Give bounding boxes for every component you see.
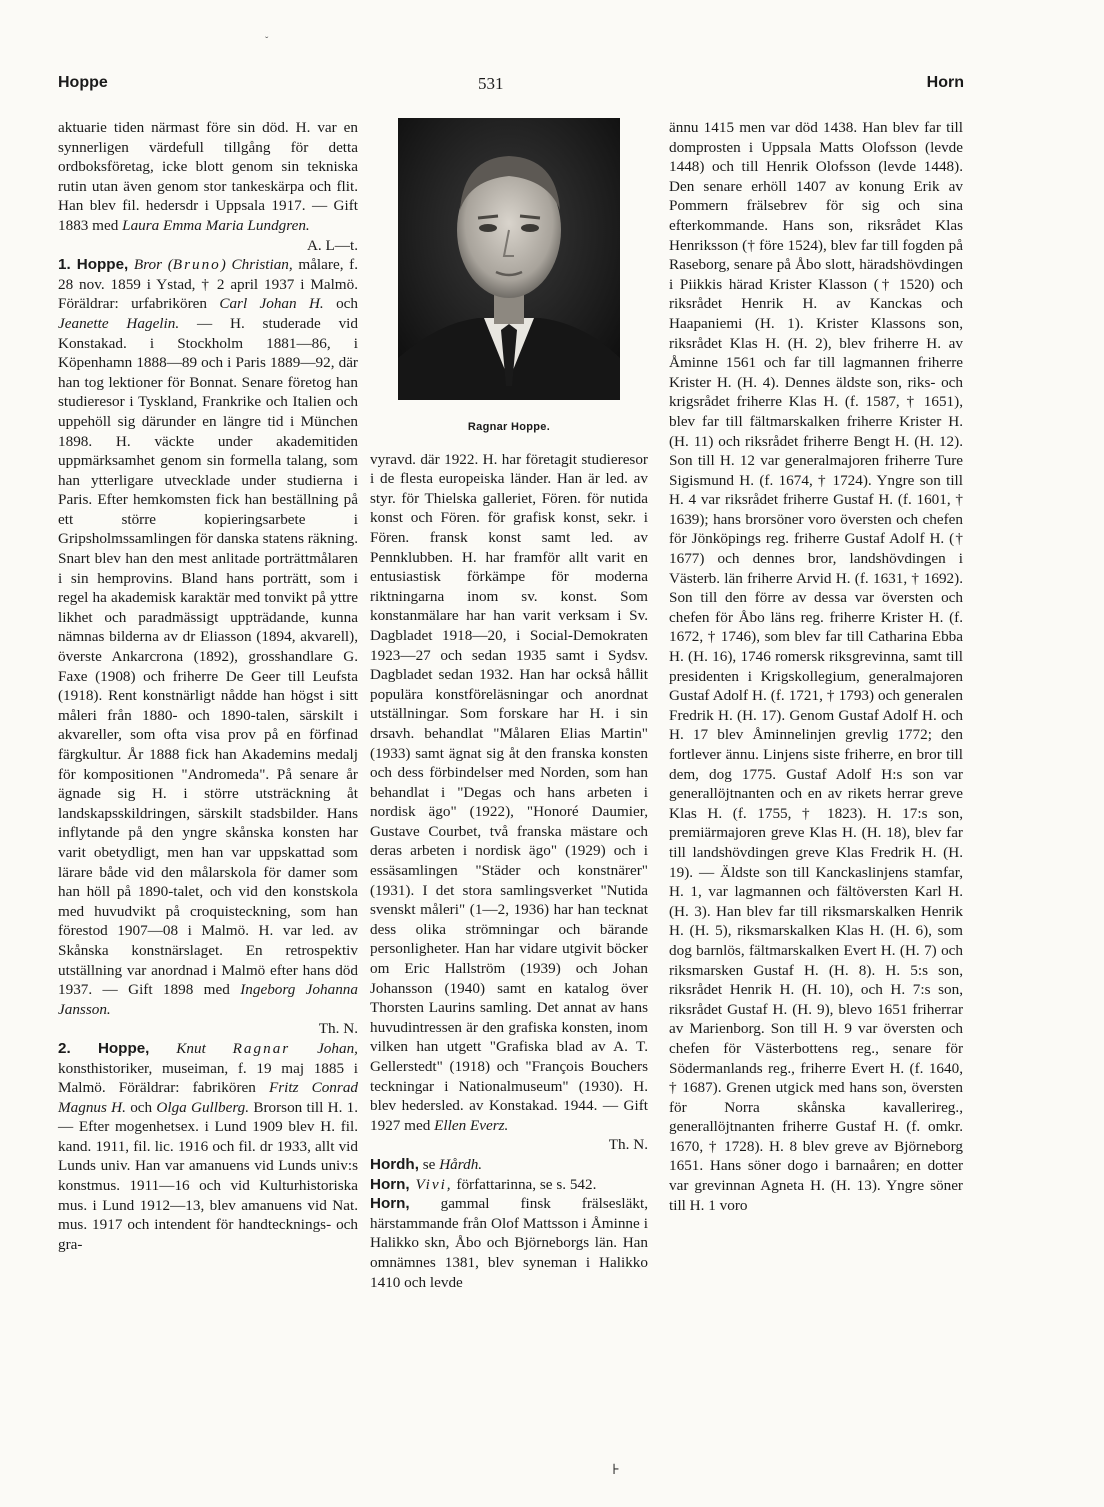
entry-headword: Horn, <box>370 1195 410 1213</box>
entry-hordh: Hordh, se Hårdh. <box>370 1155 483 1173</box>
signature-line: Th. N. <box>608 1136 648 1154</box>
entry-headword: Hordh, <box>370 1155 419 1173</box>
column-2 <box>370 118 648 1292</box>
page-footer-mark: ⊦ <box>612 1463 620 1478</box>
portrait-photo <box>398 118 620 400</box>
cross-reference: Hårdh. <box>439 1155 483 1173</box>
page-number: 531 <box>478 74 504 93</box>
signature-line: A. L—t. <box>306 236 358 254</box>
entry-headword: 1. Hoppe, <box>58 256 129 274</box>
entry-headword: Horn, <box>370 1175 410 1193</box>
header-right-word: Horn <box>926 74 964 91</box>
entry-headword: 2. Hoppe, <box>58 1039 150 1057</box>
entry-ragnar-hoppe-continued: vyravd. där 1922. H. har företagit studieresor i de flesta europeiska länder. Han är led. av styr. för Thielska galleriet, Fören. för nutida konst och Fören. för grafisk konst, sekr. i Fören. fransk konst samt led. av Pennklubben. H. har framför allt varit en entusiastisk förkämpe för moderna riktningarna inom sv. konst. Som konstanmälare har han varit verksam i Sv. Dagbladet 1918—20, i Social-Demokraten 1923—27 och sedan 1935 samt i Sydsv. Dagbladet sedan 1932. Han har också hållit populära konstföreläsningar och anordnat utställningar. Som forskare har H. i sin drsavh. behandlat "Målaren Elias Martin" (1933) samt ägnat sig åt den franska konsten och dess förbindelser med Norden, som han behandlat i "Degas och hans arbeten i nordisk ägo" (1922), "Honoré Daumier, Gustave Courbet, två franska mästare och deras arbeten i nordisk ägo" (1929) och i essäsamlingen "Städer och konstnärer" (1931). I det stora samlingsverket "Nutida svenskt måleri" (1—2, 1936) har han tecknat dess olika strömningar och bärande personligheter. Han har vidare utgivit böcker om Eric Hallström (1939) och Johan Johansson (1940) samt en katalog över Thorsten Laurins samling. Det annat av hans huvudintressen är den grafiska konsten, inom vilken han utgett "Grafiska blad av A. T. Gellerstedt" (1918) och "François Bouchers teckningar i Nationalmuseum" (1930). H. blev hedersled. av Konstakad. 1944. — Gift 1927 med Ellen Everz. <box>370 450 648 1134</box>
portrait-image <box>398 118 620 400</box>
entry-bruno-hoppe: 1. Hoppe, Bror (Bruno) Christian, målare, f. 28 nov. 1859 i Ystad, † 2 april 1937 i Malmö. Föräldrar: urfabrikören Carl Johan H. och Jeanette Hagelin. — H. studerade vid Konstakad. i Stockholm 1881—86, i Köpenhamn 1888—89 och i Paris 1889—92, där han tog lektioner för Bonnat. Senare företog han studieresor i Tyskland, Frankrike och Italien och uppehöll sig därunder en längre tid i München 1898. H. väckte under akademitiden uppmärksamhet genom sin formella talang, som han ytterligare utvecklade under studierna i Paris. Efter hemkomsten fick han beställning på ett större kopieringsarbete i Gripsholmssamlingen för danska statens räkning. Snart blev han den mest anlitade porträttmålaren i sin hemprovins. Bland hans porträtt, som i regel ha akademisk karaktär med tonvikt på yttre likhet och paradmässigt uppträdande, kunna nämnas bilderna av dr Eliasson (1894, akvarell), överste Ankarcrona (1892), grosshandlare G. Faxe (1908) och friherre De Geer till Leufsta (1918). Rent konstnärligt nådde han högst i sitt måleri från 1880- och 1890-talen, särskilt i akvareller, som ofta visa prov på en förfinad färgkultur. År 1888 fick han Akademins medalj för kompositionen "Andromeda". På senare år ägnade sig H. i större utsträckning åt landskapsskildringen, särskilt stadsbilder. Hans inflytande på den yngre skånska konsten har varit obetydligt, men han var uppskattad som lärare både vid den målarskola för damer som han höll på 1890-talet, och vid den konstskola med huvudvikt på croquisteckning, som han förestod 1907—08 i Malmö. H. var led. av Skånska konstnärslaget. En retrospektiv utställning var anordnad i Malmö efter hans död 1937. — Gift 1898 med Ingeborg Johanna Jansson. <box>58 256 359 1018</box>
column-1 <box>58 118 358 1254</box>
photo-caption: Ragnar Hoppe. <box>467 421 551 433</box>
header-left-word: Hoppe <box>58 74 108 91</box>
entry-horn-family-continued: ännu 1415 men var död 1438. Han blev far till domprosten i Uppsala Matts Olofsson (levde 1448) och till Henrik Olofsson (levde 1448). Den senare erhöll 1407 av konung Erik av Pommern frälsebrev för sig och sina efterkommande. Hans son, riksrådet Klas Henriksson († före 1524), blev far till fogden på Raseborg, senare på Åbo slott, häradshövdingen i Piikkis härad Krister Klasson († 1520) och riksrådet Henrik H. av Kanckas och Haapaniemi (H. 1). Krister Klassons son, riksrådet Klas H. (H. 2), blev friherre H. av Åminne 1561 och far till lagmannen friherre Krister H. (H. 4). Dennes äldste son, riks- och krigsrådet friherre Klas H. (f. 1587, † 1651), blev far till fältmarskalken friherre Krister H. (H. 11) och riksrådet friherre Bengt H. (H. 12). Son till H. 12 var generalmajoren friherre Ture Sigismund H. (f. 1674, † 1724). Yngre son till H. 4 var riksrådet friherre Gustaf H. (f. 1601, † 1639); hans brorsöner voro översten och chefen för Jönköpings reg. friherre Gustaf Adolf H. († 1677) och dennes bror, landshövdingen i Västerb. län friherre Arvid H. (f. 1631, † 1692). Son till den förre av dessa var översten och chefen för Åbo läns reg. friherre Krister H. (f. 1672, † 1746), som blev far till Catharina Ebba H. (H. 16), 1746 romersk riksgrevinna, samt till presidenten i Krigskollegium, generalmajoren Gustaf Adolf H. (f. 1721, † 1793) och generalen Fredrik H. (H. 17). Genom Gustaf Adolf H. och H. 17 blev Åminnelinjen grevlig 1772; den fortlever ännu. Linjens siste friherre, en bror till dem, dog 1775. Gustaf Adolf H:s son var generallöjtnanten och en av rikets herrar greve Klas H. (f. 1755, † 1823). H. 17:s son, premiärmajoren greve Klas H. (H. 18), blev far till landshövdingen greve Klas Fredrik H. (H. 19). — Äldste son till Kanckaslinjens stamfar, H. 1, var lagmannen och fältöversten Karl H. (H. 3). Han blev far till riksmarskalken Henrik H. (H. 5), riksmarskalken Klas H. (H. 6), som dog barnlös, fältmarskalken Evert H. (H. 7) och riksmarsken Gustaf H. (H. 8). H. 5:s son, riksrådet Henrik H. (H. 10), och H. 7:s son, riksrådet Gustaf H. (H. 9), blevo 1651 friherrar av Marienborg. Son till H. 9 var översten och chefen för Västerbottens reg., senare för Södermanlands reg., friherre Evert H. (f. 1640, † 1687). Grenen utgick med hans son, översten för Norra skånska kavallerireg., generallöjtnanten friherre Gustaf H. (f. omkr. 1670, † 1728). H. 8 blev greve av Björneborg 1651. Hans söner dogo i barnaåren; en dotter var grevinnan Agneta H. (H. 13). Yngre söner till H. 1 voro <box>669 119 963 1214</box>
paragraph-previous-entry-end: aktuarie tiden närmast före sin död. H. var en synnerligen värdefull tillgång för detta ordboksföretag, icke blott genom sin tekniska rutin utan även genom stor tankeskärpa och flit. Han blev fil. hedersdr i Uppsala 1917. — Gift 1883 med Laura Emma Maria Lundgren. <box>58 119 358 234</box>
entry-vivi-horn: Horn, Vivi, författarinna, se s. 542. <box>370 1175 597 1193</box>
column-3 <box>669 118 963 1215</box>
signature-line: Th. N. <box>318 1020 358 1038</box>
page-mark-top: ˇ <box>265 36 269 47</box>
entry-horn-family: Horn, gammal finsk frälsesläkt, härstammande från Olof Mattsson i Åminne i Halikko skn, Åbo och Björneborgs län. Han omnämnes 1381, blev syneman i Halikko 1410 och levde <box>370 1195 648 1291</box>
entry-ragnar-hoppe: 2. Hoppe, Knut Ragnar Johan, konsthistoriker, museiman, f. 19 maj 1885 i Malmö. Föräldrar: fabrikören Fritz Conrad Magnus H. och Olga Gullberg. Brorson till H. 1. — Efter mogenhetsex. i Lund 1909 blev H. fil. kand. 1911, fil. lic. 1916 och fil. dr 1933, allt vid Lunds univ. Han var amanuens vid Lunds univ:s konstmus. 1911—16 och vid Kulturhistoriska mus. i Lund 1912—13, blev amanuens vid Nat. mus. 1917 och intendent för handtecknings- och gra- <box>58 1039 359 1253</box>
